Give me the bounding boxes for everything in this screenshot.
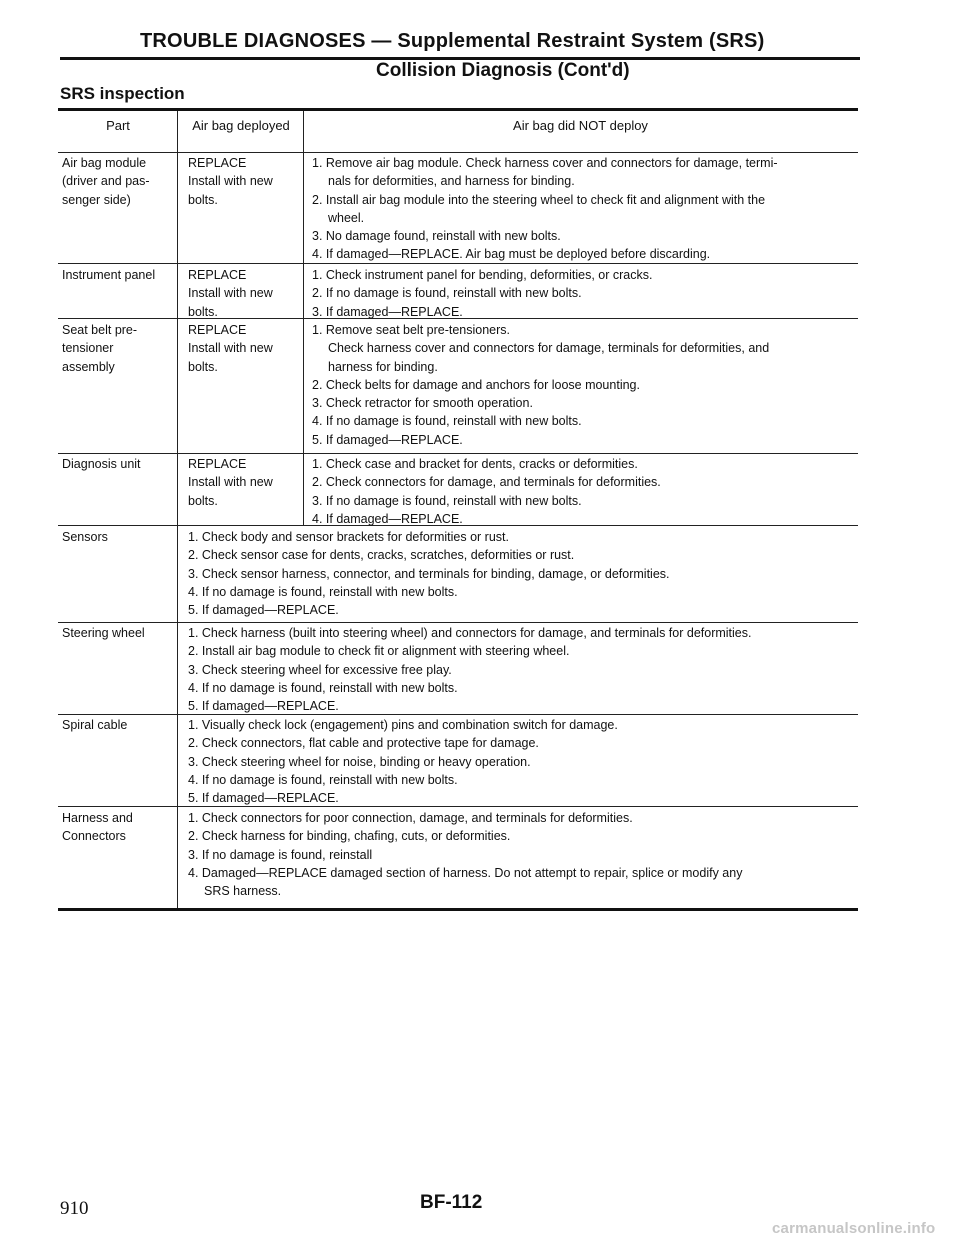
table-top-rule [58, 108, 858, 111]
step-line: 2. Check sensor case for dents, cracks, scratches, deformities or rust. [188, 548, 575, 563]
part-line: (driver and pas- [62, 174, 150, 189]
deployed-cell [188, 455, 273, 510]
part-cell [62, 455, 141, 473]
step-line: 1. Check instrument panel for bending, deformities, or cracks. [312, 268, 653, 282]
step-line: 1. Check harness (built into steering wheel) and connectors for damage, and terminals for deformities. [188, 626, 752, 640]
row-rule [58, 622, 858, 623]
deployed-cell [188, 321, 273, 376]
deployed-line: bolts. [188, 304, 218, 319]
part-line: Diagnosis unit [62, 457, 141, 471]
watermark: carmanualsonline.info [772, 1220, 936, 1237]
step-line: 2. If no damage is found, reinstall with new bolts. [312, 286, 582, 301]
step-line: 3. Check sensor harness, connector, and terminals for binding, damage, or deformities. [188, 566, 670, 581]
part-cell [62, 321, 137, 376]
step-line: 5. If damaged—REPLACE. [188, 791, 339, 806]
part-cell [62, 266, 155, 284]
header-part: Part [106, 118, 130, 133]
step-line: 4. If no damage is found, reinstall with new bolts. [188, 584, 458, 599]
part-cell [62, 809, 133, 846]
step-line: Check harness cover and connectors for damage, terminals for deformities, and [328, 341, 770, 356]
steps-cell [188, 809, 742, 900]
step-line: 2. Install air bag module into the steering wheel to check fit and alignment with the [312, 192, 766, 207]
header-deployed: Air bag deployed [192, 118, 290, 133]
part-line: Harness and [62, 811, 133, 825]
step-line: SRS harness. [204, 884, 282, 899]
step-line: 4. If no damage is found, reinstall with new bolts. [312, 414, 582, 429]
deployed-line: Install with new [188, 475, 273, 490]
step-line: nals for deformities, and harness for binding. [328, 174, 575, 189]
step-line: 1. Check case and bracket for dents, cracks or deformities. [312, 457, 638, 471]
part-line: Seat belt pre- [62, 323, 138, 337]
step-line: 5. If damaged—REPLACE. [312, 432, 463, 447]
part-line: assembly [62, 359, 115, 374]
step-line: 2. Install air bag module to check fit or alignment with steering wheel. [188, 644, 570, 659]
header-not-deployed: Air bag did NOT deploy [513, 118, 648, 133]
step-line: 4. Damaged—REPLACE damaged section of harness. Do not attempt to repair, splice or modify any [188, 865, 743, 880]
part-cell [62, 528, 108, 546]
row-rule [58, 152, 858, 153]
part-cell [62, 154, 150, 209]
section-title: SRS inspection [60, 84, 185, 103]
step-line: 1. Check connectors for poor connection, damage, and terminals for deformities. [188, 811, 633, 825]
step-line: 3. Check steering wheel for excessive free play. [188, 662, 452, 677]
part-cell [62, 716, 127, 734]
part-line: Spiral cable [62, 718, 128, 732]
step-line: 2. Check connectors, flat cable and protective tape for damage. [188, 736, 539, 751]
part-line: Sensors [62, 530, 108, 544]
step-line: 5. If damaged—REPLACE. [188, 699, 339, 714]
page-number: 910 [60, 1198, 89, 1219]
steps-cell [188, 624, 751, 715]
step-line: 3. If damaged—REPLACE. [312, 304, 463, 319]
step-line: 2. Check harness for binding, chafing, cuts, or deformities. [188, 829, 511, 844]
step-line: 3. No damage found, reinstall with new bolts. [312, 229, 561, 244]
deployed-line: Install with new [188, 341, 273, 356]
part-line: Air bag module [62, 156, 147, 170]
part-line: Steering wheel [62, 626, 145, 640]
step-line: 2. Check connectors for damage, and terminals for deformities. [312, 475, 661, 490]
steps-cell [188, 716, 618, 807]
step-line: 1. Check body and sensor brackets for deformities or rust. [188, 530, 509, 544]
page-subtitle: Collision Diagnosis (Cont'd) [376, 60, 630, 81]
deployed-line: bolts. [188, 359, 218, 374]
deployed-line: REPLACE [188, 156, 247, 170]
step-line: 5. If damaged—REPLACE. [188, 603, 339, 618]
step-line: 2. Check belts for damage and anchors for loose mounting. [312, 377, 640, 392]
page-title: TROUBLE DIAGNOSES — Supplemental Restraint System (SRS) [140, 30, 765, 52]
deployed-cell [188, 154, 273, 209]
step-line: 3. If no damage is found, reinstall with new bolts. [312, 493, 582, 508]
deployed-line: REPLACE [188, 323, 247, 337]
deployed-line: bolts. [188, 493, 218, 508]
step-line: 4. If no damage is found, reinstall with new bolts. [188, 772, 458, 787]
step-line: wheel. [328, 210, 365, 225]
step-line: 1. Visually check lock (engagement) pins and combination switch for damage. [188, 718, 618, 732]
part-line: senger side) [62, 192, 131, 207]
deployed-line: Install with new [188, 174, 273, 189]
part-cell [62, 624, 145, 642]
steps-cell [312, 321, 769, 449]
steps-cell [312, 455, 661, 528]
deployed-cell [188, 266, 273, 321]
part-line: Connectors [62, 829, 126, 844]
deployed-line: bolts. [188, 192, 218, 207]
deployed-line: REPLACE [188, 268, 247, 282]
step-line: 4. If damaged—REPLACE. [312, 511, 463, 526]
step-line: 1. Remove air bag module. Check harness cover and connectors for damage, termi- [312, 156, 778, 170]
step-line: harness for binding. [328, 359, 438, 374]
step-line: 4. If no damage is found, reinstall with new bolts. [188, 680, 458, 695]
step-line: 3. If no damage is found, reinstall [188, 847, 373, 862]
step-line: 1. Remove seat belt pre-tensioners. [312, 323, 511, 337]
deployed-line: REPLACE [188, 457, 247, 471]
part-line: Instrument panel [62, 268, 156, 282]
deployed-line: Install with new [188, 286, 273, 301]
part-line: tensioner [62, 341, 114, 356]
step-line: 4. If damaged—REPLACE. Air bag must be deployed before discarding. [312, 247, 711, 262]
steps-cell [312, 266, 652, 321]
table-bottom-rule [58, 908, 858, 911]
steps-cell [312, 154, 778, 264]
step-line: 3. Check retractor for smooth operation. [312, 396, 533, 411]
col-divider-part [177, 111, 178, 908]
page-reference: BF-112 [420, 1192, 483, 1213]
row-rule [58, 453, 858, 454]
steps-cell [188, 528, 670, 619]
step-line: 3. Check steering wheel for noise, binding or heavy operation. [188, 754, 531, 769]
